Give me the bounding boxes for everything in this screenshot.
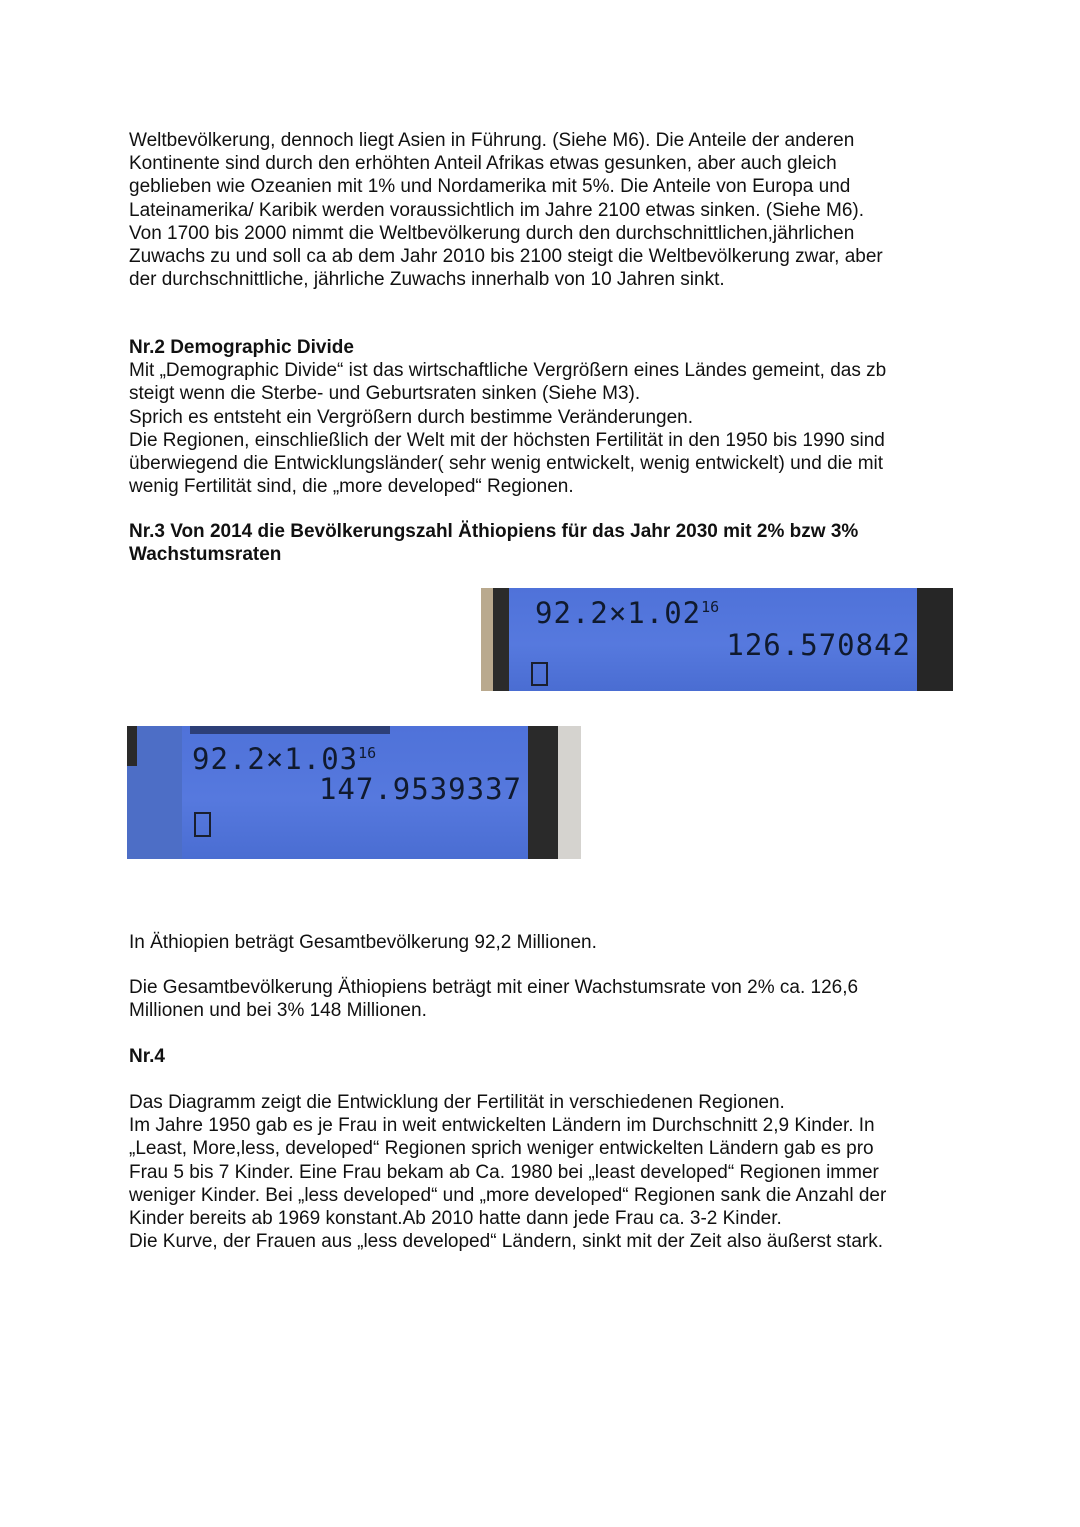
text-line: In Äthiopien beträgt Gesamtbevölkerung 92,2 Millionen. bbox=[129, 932, 597, 953]
text-line: Die Regionen, einschließlich der Welt mit der höchsten Fertilität in den 1950 bis 1990 sind bbox=[129, 429, 885, 451]
calculator-bezel bbox=[528, 726, 558, 859]
text-line: Die Gesamtbevölkerung Äthiopiens beträgt mit einer Wachstumsrate von 2% ca. 126,6 bbox=[129, 977, 859, 998]
text-line: Kontinente sind durch den erhöhten Anteil Afrikas etwas gesunken, aber auch gleich bbox=[129, 153, 837, 175]
intro-paragraph bbox=[129, 129, 949, 291]
calculator-expression: $92.2\times 1.03^{16}$ bbox=[192, 742, 377, 776]
calculator-display bbox=[182, 726, 528, 859]
calculator-bezel bbox=[917, 588, 953, 691]
status-bar bbox=[190, 726, 390, 734]
text-line: „Least, More,less, developed“ Regionen sprich weniger entwickelten Ländern gab es pro bbox=[129, 1138, 874, 1160]
calculator-bezel bbox=[127, 726, 137, 766]
section-4-heading bbox=[129, 1045, 949, 1068]
text-line: wenig Fertilität sind, die „more developed“ Regionen. bbox=[129, 476, 574, 498]
text-line: Lateinamerika/ Karibik werden voraussichtlich im Jahre 2100 etwas sinken. (Siehe M6). bbox=[129, 199, 865, 221]
calculator-bezel bbox=[481, 588, 493, 691]
text-line: geblieben wie Ozeanien mit 1% und Nordamerika mit 5%. Die Anteile von Europa und bbox=[129, 176, 851, 198]
section-2-heading: Nr.2 Demographic Divide bbox=[129, 337, 354, 358]
calculator-result: 147.9539337 bbox=[318, 772, 522, 806]
text-line: Zuwachs zu und soll ca ab dem Jahr 2010 bis 2100 steigt die Weltbevölkerung zwar, aber bbox=[129, 246, 883, 268]
text-line: der durchschnittliche, jährliche Zuwachs innerhalb von 10 Jahren sinkt. bbox=[129, 269, 725, 291]
section-3-heading bbox=[129, 520, 949, 566]
heading-line: Nr.3 Von 2014 die Bevölkerungszahl Äthiopiens für das Jahr 2030 mit 2% bzw 3% bbox=[129, 521, 859, 542]
text-line: steigt wenn die Sterbe- und Geburtsraten sinken (Siehe M3). bbox=[129, 383, 641, 405]
text-line: Frau 5 bis 7 Kinder. Eine Frau bekam ab Ca. 1980 bei „least developed“ Regionen immer bbox=[129, 1161, 879, 1183]
cursor-icon bbox=[531, 662, 548, 686]
text-line: Im Jahre 1950 gab es je Frau in weit entwickelten Ländern im Durchschnitt 2,9 Kinder. In bbox=[129, 1115, 875, 1137]
text-line: Millionen und bei 3% 148 Millionen. bbox=[129, 1000, 427, 1022]
section-2 bbox=[129, 336, 949, 498]
calculator-result: 126.570842 bbox=[726, 628, 911, 662]
text-line: überwiegend die Entwicklungsländer( sehr wenig entwickelt, wenig entwickelt) und die mit bbox=[129, 453, 884, 475]
calculator-photo-3-percent bbox=[127, 726, 581, 859]
text-line: Sprich es entsteht ein Vergrößern durch bestimme Veränderungen. bbox=[129, 406, 693, 428]
text-line: Mit „Demographic Divide“ ist das wirtschaftliche Vergrößern eines Ländes gemeint, das zb bbox=[129, 360, 887, 382]
text-line: Von 1700 bis 2000 nimmt die Weltbevölkerung durch den durchschnittlichen,jährlichen bbox=[129, 222, 855, 244]
text-line: Weltbevölkerung, dennoch liegt Asien in Führung. (Siehe M6). Die Anteile der anderen bbox=[129, 130, 855, 151]
cursor-icon bbox=[194, 812, 211, 837]
population-growth-text bbox=[129, 976, 949, 1022]
text-line: Das Diagramm zeigt die Entwicklung der Fertilität in verschiedenen Regionen. bbox=[129, 1092, 785, 1113]
calculator-expression: $92.2\times 1.02^{16}$ bbox=[535, 596, 720, 630]
calculator-photo-2-percent bbox=[481, 588, 953, 691]
calculator-bezel bbox=[493, 588, 509, 691]
calculator-display bbox=[509, 588, 917, 691]
text-line: weniger Kinder. Bei „less developed“ und „more developed“ Regionen sank die Anzahl der bbox=[129, 1184, 887, 1206]
calculator-bezel bbox=[558, 726, 581, 859]
population-total-text bbox=[129, 931, 949, 954]
text-line: Kinder bereits ab 1969 konstant.Ab 2010 hatte dann jede Frau ca. 3-2 Kinder. bbox=[129, 1208, 782, 1230]
heading-line: Nr.4 bbox=[129, 1046, 165, 1067]
text-line: Die Kurve, der Frauen aus „less developed“ Ländern, sinkt mit der Zeit also äußerst stark. bbox=[129, 1231, 884, 1253]
heading-line: Wachstumsraten bbox=[129, 544, 282, 566]
section-4-paragraph bbox=[129, 1091, 949, 1253]
